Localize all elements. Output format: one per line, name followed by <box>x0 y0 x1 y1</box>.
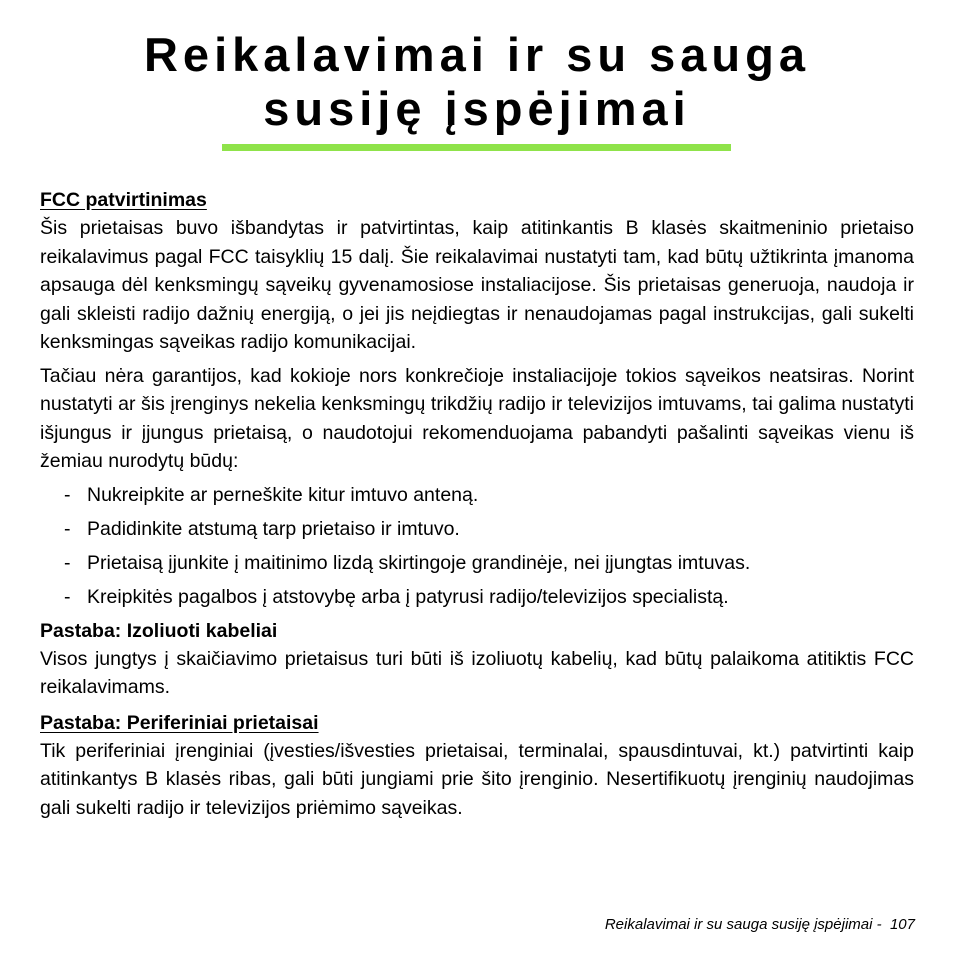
page-number: 107 <box>889 916 915 933</box>
paragraph: Tačiau nėra garantijos, kad kokioje nors konkrečioje instaliacijoje tokios sąveikos neatsiras. Norint nustatyti ar šis įrenginys nekelia kenksmingų trikdžių radijo ir televizijos imtuvams, tai galima nustatyti išjungus ir įjungus prietaisą, o naudotojui rekomenduojama pabandyti pašalinti sąveikas vienu iš žemiau nurodytų būdų: <box>40 364 914 472</box>
section-shielded-cables <box>40 617 914 702</box>
list-item-text: Kreipkitės pagalbos į atstovybę arba į patyrusi radijo/televizijos specialistą. <box>87 585 729 608</box>
section-heading-peripheral-devices: Pastaba: Periferiniai prietaisai <box>40 711 319 734</box>
list-item-text: Prietaisą įjunkite į maitinimo lizdą skirtingoje grandinėje, nei įjungtas imtuvas. <box>87 551 751 574</box>
recommendation-list <box>40 481 914 611</box>
footer-text: Reikalavimai ir su sauga susiję įspėjimai - <box>604 916 882 933</box>
list-item-text: Padidinkite atstumą tarp prietaiso ir imtuvo. <box>87 517 460 540</box>
list-item-text: Nukreipkite ar perneškite kitur imtuvo anteną. <box>87 483 479 506</box>
paragraph: Šis prietaisas buvo išbandytas ir patvirtintas, kaip atitinkantis B klasės skaitmeninio prietaiso reikalavimus pagal FCC taisyklių 15 dalį. Šie reikalavimai nustatyti tam, kad būtų užtikrinta įmanoma apsauga dėl kenksmingų sąveikų gyvenamosiose instaliacijose. Šis prietaisas generuoja, naudoja ir gali skleisti radijo dažnių energiją, o jei jis neįdiegtas ir nenaudojamas pagal instrukcijas, gali sukelti kenksmingas sąveikas radijo komunikacijai. <box>40 217 914 353</box>
list-bullet-dash: - <box>64 517 71 540</box>
section-peripheral-devices <box>40 709 914 823</box>
paragraph: Tik periferiniai įrenginiai (įvesties/išvesties prietaisai, terminalai, spausdintuvai, kt.) patvirtinti kaip atitinkantys B klasės ribas, gali būti jungiami prie šito įrenginio. Nesertifikuotų įrenginių naudojimas gali sukelti radijo ir televizijos priėmimo sąveikas. <box>40 739 914 819</box>
list-item <box>40 583 914 611</box>
section-fcc-approval <box>40 186 914 611</box>
list-item <box>40 515 914 543</box>
title-underline-rule <box>222 144 731 151</box>
section-heading-shielded-cables: Pastaba: Izoliuoti kabeliai <box>40 619 278 642</box>
list-item <box>40 549 914 577</box>
page-title-line-2: susiję įspėjimai <box>263 82 691 135</box>
page-title-line-1: Reikalavimai ir su sauga <box>143 28 810 81</box>
list-bullet-dash: - <box>64 585 71 608</box>
paragraph: Visos jungtys į skaičiavimo prietaisus turi būti iš izoliuotų kabelių, kad būtų palaikoma atitiktis FCC reikalavimams. <box>40 647 914 698</box>
page-footer <box>605 916 915 933</box>
list-item <box>40 481 914 509</box>
document-body <box>40 186 914 827</box>
section-heading-fcc: FCC patvirtinimas <box>40 189 207 211</box>
list-bullet-dash: - <box>64 483 71 506</box>
page-title <box>0 28 954 136</box>
list-bullet-dash: - <box>64 551 71 574</box>
